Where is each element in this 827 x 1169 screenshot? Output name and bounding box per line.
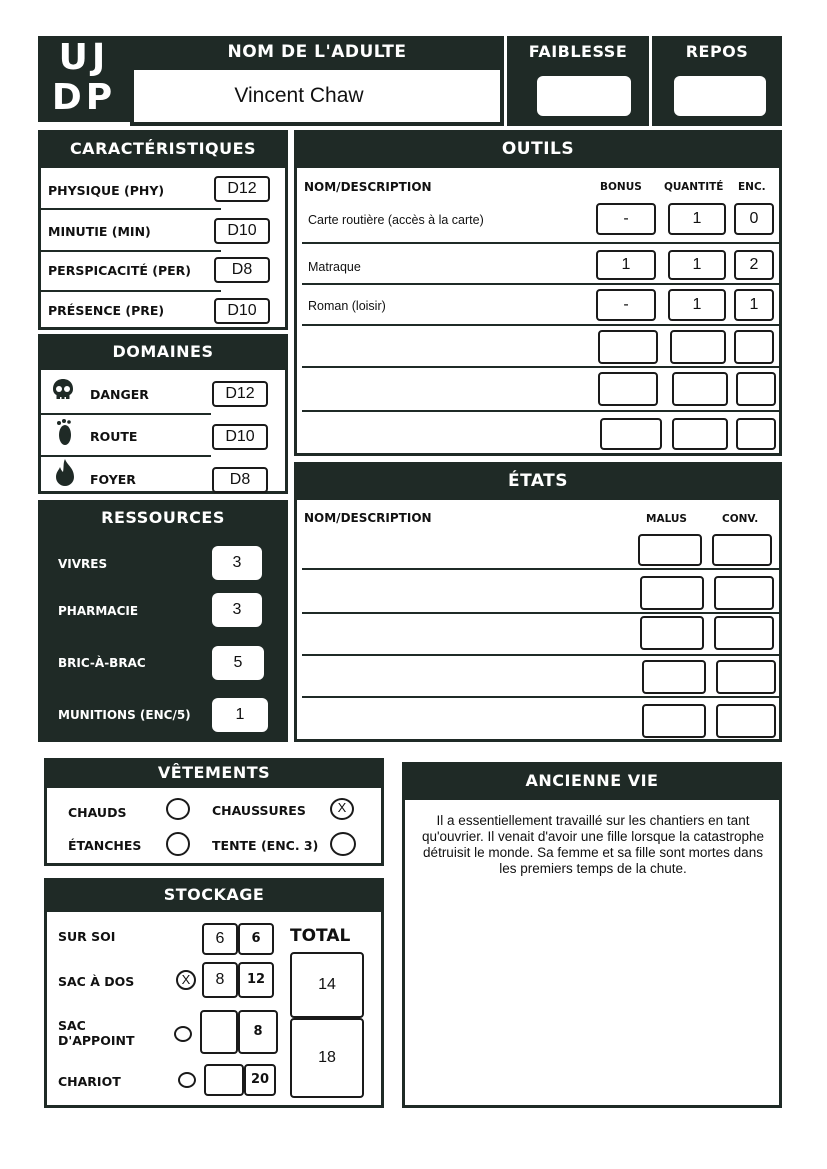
clothes-label-shoes: CHAUSSURES xyxy=(212,803,306,818)
storage-current-chariot[interactable] xyxy=(204,1064,244,1096)
tool-bonus[interactable]: - xyxy=(596,289,656,321)
storage-chariot-checkbox[interactable] xyxy=(178,1072,196,1088)
weakness-label: FAIBLESSE xyxy=(528,42,628,61)
states-col-malus: MALUS xyxy=(646,513,687,525)
divider xyxy=(41,413,211,415)
divider xyxy=(41,455,211,457)
tool-enc[interactable] xyxy=(736,372,776,406)
state-conv[interactable] xyxy=(716,704,776,738)
former-life-panel xyxy=(402,762,782,1108)
characteristic-label-min: MINUTIE (MIN) xyxy=(48,224,151,239)
clothes-waterproof-checkbox[interactable] xyxy=(166,832,190,856)
adult-name-label: NOM DE L'ADULTE xyxy=(227,42,407,62)
characteristic-label-pre: PRÉSENCE (PRE) xyxy=(48,303,165,318)
divider xyxy=(302,242,780,244)
divider xyxy=(41,250,221,252)
states-title: ÉTATS xyxy=(294,462,782,500)
state-malus[interactable] xyxy=(640,576,704,610)
states-panel xyxy=(294,462,782,742)
domain-value-route[interactable]: D10 xyxy=(212,424,268,450)
divider xyxy=(302,612,780,614)
storage-label-sur-soi: SUR SOI xyxy=(58,929,116,944)
former-life-title: ANCIENNE VIE xyxy=(402,762,782,800)
characteristics-title: CARACTÉRISTIQUES xyxy=(38,130,288,168)
storage-max-sac-a-dos: 12 xyxy=(238,962,274,998)
divider xyxy=(41,208,221,210)
tool-bonus[interactable]: 1 xyxy=(596,250,656,280)
storage-max-sur-soi: 6 xyxy=(238,923,274,955)
storage-total-label: TOTAL xyxy=(290,926,351,946)
resource-label-pharmacie: PHARMACIE xyxy=(58,604,139,618)
domains-title: DOMAINES xyxy=(38,334,288,370)
storage-sac-a-dos-checkbox[interactable]: X xyxy=(176,970,196,990)
tool-name[interactable]: Roman (loisir) xyxy=(308,299,386,313)
divider xyxy=(302,568,780,570)
state-malus[interactable] xyxy=(642,660,706,694)
characteristic-value-pre[interactable]: D10 xyxy=(214,298,270,324)
tools-col-bonus: BONUS xyxy=(600,181,642,193)
storage-label-sac-appoint-2: D'APPOINT xyxy=(58,1033,135,1048)
divider xyxy=(302,696,780,698)
characteristic-label-per: PERSPICACITÉ (PER) xyxy=(48,263,191,278)
tool-name[interactable]: Matraque xyxy=(308,260,361,274)
tools-title: OUTILS xyxy=(294,130,782,168)
tool-bonus[interactable]: - xyxy=(596,203,656,235)
tool-qty[interactable] xyxy=(670,330,726,364)
logo-line-1: UJ xyxy=(58,37,110,78)
tools-col-qty: QUANTITÉ xyxy=(664,181,724,193)
divider xyxy=(41,290,221,292)
logo-line-2: DP xyxy=(51,77,117,118)
flame-icon xyxy=(55,458,75,488)
rest-panel xyxy=(652,36,782,126)
clothes-label-waterproof: ÉTANCHES xyxy=(68,838,142,853)
storage-max-chariot: 20 xyxy=(244,1064,276,1096)
state-malus[interactable] xyxy=(640,616,704,650)
characteristic-label-phy: PHYSIQUE (PHY) xyxy=(48,183,165,198)
clothes-shoes-checkbox[interactable]: X xyxy=(330,798,354,820)
divider xyxy=(302,283,780,285)
tool-qty[interactable]: 1 xyxy=(668,203,726,235)
tools-col-enc: ENC. xyxy=(738,181,766,193)
resource-label-bric-a-brac: BRIC-À-BRAC xyxy=(58,656,146,670)
storage-label-sac-appoint-1: SAC xyxy=(58,1018,86,1033)
tool-qty[interactable]: 1 xyxy=(668,250,726,280)
tool-bonus[interactable] xyxy=(598,372,658,406)
storage-max-sac-appoint: 8 xyxy=(238,1010,278,1054)
tool-enc[interactable] xyxy=(736,418,776,450)
state-conv[interactable] xyxy=(714,576,774,610)
state-conv[interactable] xyxy=(716,660,776,694)
states-col-name: NOM/DESCRIPTION xyxy=(304,511,432,525)
rest-label: REPOS xyxy=(685,42,749,61)
divider xyxy=(302,366,780,368)
resource-value-vivres[interactable]: 3 xyxy=(212,546,262,580)
adult-name-field[interactable] xyxy=(134,70,500,122)
storage-label-sac-a-dos: SAC À DOS xyxy=(58,974,135,989)
former-life-text[interactable]: Il a essentiellement travaillé sur les chantiers en tant qu'ouvrier. Il venait d'avoir une fille lorsque la catastrophe détruisit le monde. Sa femme et sa fille sont mortes dans les premiers temps de la chute. xyxy=(421,813,765,876)
resource-label-munitions: MUNITIONS (ENC/5) xyxy=(58,708,191,722)
skull-icon xyxy=(52,378,74,402)
footprint-icon xyxy=(54,418,74,448)
rest-field[interactable] xyxy=(674,76,766,116)
tool-name[interactable]: Carte routière (accès à la carte) xyxy=(308,213,484,227)
state-malus[interactable] xyxy=(642,704,706,738)
domain-label-route: ROUTE xyxy=(90,429,138,444)
state-malus[interactable] xyxy=(638,534,702,566)
resource-label-vivres: VIVRES xyxy=(58,557,108,571)
resource-value-bric-a-brac[interactable]: 5 xyxy=(212,646,264,680)
state-conv[interactable] xyxy=(714,616,774,650)
domain-label-danger: DANGER xyxy=(90,387,149,402)
domain-value-foyer[interactable]: D8 xyxy=(212,467,268,493)
storage-current-sur-soi[interactable]: 6 xyxy=(202,923,238,955)
adult-name-value: Vincent Chaw xyxy=(234,84,364,107)
tool-enc[interactable]: 0 xyxy=(734,203,774,235)
clothes-tent-checkbox[interactable] xyxy=(330,832,356,856)
tool-bonus[interactable] xyxy=(600,418,662,450)
tool-enc[interactable]: 1 xyxy=(734,289,774,321)
weakness-field[interactable] xyxy=(537,76,631,116)
divider xyxy=(302,324,780,326)
storage-total-current[interactable]: 14 xyxy=(290,952,364,1018)
divider xyxy=(302,410,780,412)
storage-label-chariot: CHARIOT xyxy=(58,1074,121,1089)
clothes-label-warm: CHAUDS xyxy=(68,805,127,820)
adult-name-panel xyxy=(130,36,504,126)
storage-current-sac-appoint[interactable] xyxy=(200,1010,238,1054)
tool-qty[interactable] xyxy=(672,372,728,406)
characteristic-value-phy[interactable]: D12 xyxy=(214,176,270,202)
states-col-conv: CONV. xyxy=(722,513,759,525)
clothes-title: VÊTEMENTS xyxy=(44,758,384,788)
tool-enc[interactable] xyxy=(734,330,774,364)
domain-value-danger[interactable]: D12 xyxy=(212,381,268,407)
resource-value-munitions[interactable]: 1 xyxy=(212,698,268,732)
characteristic-value-min[interactable]: D10 xyxy=(214,218,270,244)
characteristic-value-per[interactable]: D8 xyxy=(214,257,270,283)
resource-value-pharmacie[interactable]: 3 xyxy=(212,593,262,627)
divider xyxy=(302,654,780,656)
resources-title: RESSOURCES xyxy=(101,508,225,527)
state-conv[interactable] xyxy=(712,534,772,566)
tools-col-name: NOM/DESCRIPTION xyxy=(304,180,432,194)
storage-sac-appoint-checkbox[interactable] xyxy=(174,1026,192,1042)
tool-qty[interactable]: 1 xyxy=(668,289,726,321)
clothes-warm-checkbox[interactable] xyxy=(166,798,190,820)
storage-current-sac-a-dos[interactable]: 8 xyxy=(202,962,238,998)
logo xyxy=(38,36,130,122)
storage-total-max: 18 xyxy=(290,1018,364,1098)
storage-title: STOCKAGE xyxy=(44,878,384,912)
clothes-label-tent: TENTE (ENC. 3) xyxy=(212,838,319,853)
domain-label-foyer: FOYER xyxy=(90,472,136,487)
tool-qty[interactable] xyxy=(672,418,728,450)
tool-bonus[interactable] xyxy=(598,330,658,364)
tool-enc[interactable]: 2 xyxy=(734,250,774,280)
weakness-panel xyxy=(507,36,649,126)
